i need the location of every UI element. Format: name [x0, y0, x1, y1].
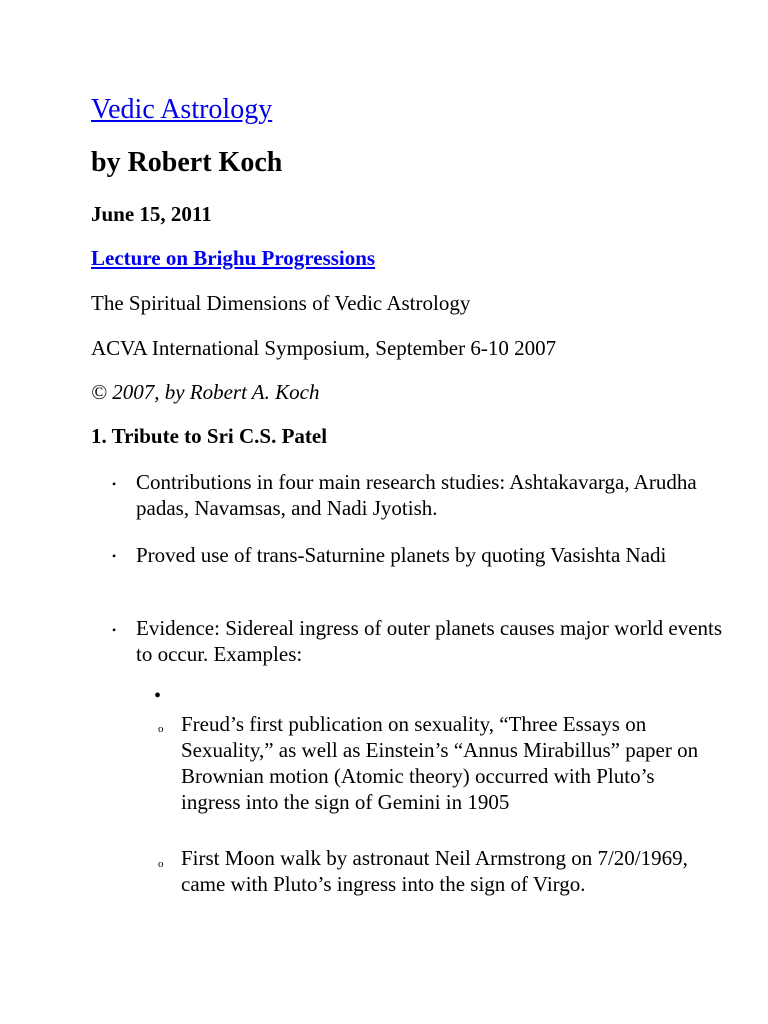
symposium-line: ACVA International Symposium, September 6-10 2007 — [91, 336, 557, 360]
list-item: Proved use of trans-Saturnine planets by quoting Vasishta Nadi — [136, 543, 667, 567]
example-item: First Moon walk by astronaut Neil Armstrong on 7/20/1969, came with Pluto’s ingress into the sign of Virgo. — [181, 846, 688, 896]
sub-bullet-marker: o — [158, 723, 164, 735]
list-item: Evidence: Sidereal ingress of outer planets causes major world events to occur. Examples: — [136, 616, 723, 666]
sub-bullet-marker: o — [158, 858, 164, 870]
bullet-marker: • — [112, 477, 117, 491]
bullet-marker: • — [112, 549, 117, 563]
lecture-subtitle: The Spiritual Dimensions of Vedic Astrology — [91, 291, 471, 315]
bullet-marker: • — [112, 623, 117, 637]
example-item: Freud’s first publication on sexuality, “Three Essays on Sexuality,” as well as Einstein’s “Annus Mirabillus” paper on Brownian motion (Atomic theory) occurred with Pluto’s ingress into the sign of Gemini in 1905 — [181, 712, 699, 814]
title-link[interactable]: Vedic Astrology — [91, 94, 273, 125]
list-item: Contributions in four main research studies: Ashtakavarga, Arudha padas, Navamsas, and Nadi Jyotish. — [136, 470, 697, 520]
empty-bullet-marker: • — [154, 685, 162, 707]
author-heading: by Robert Koch — [91, 147, 283, 178]
copyright-line: © 2007, by Robert A. Koch — [91, 380, 320, 404]
lecture-link[interactable]: Lecture on Brighu Progressions — [91, 246, 376, 270]
section-heading: 1. Tribute to Sri C.S. Patel — [91, 424, 328, 448]
publication-date: June 15, 2011 — [91, 202, 212, 226]
